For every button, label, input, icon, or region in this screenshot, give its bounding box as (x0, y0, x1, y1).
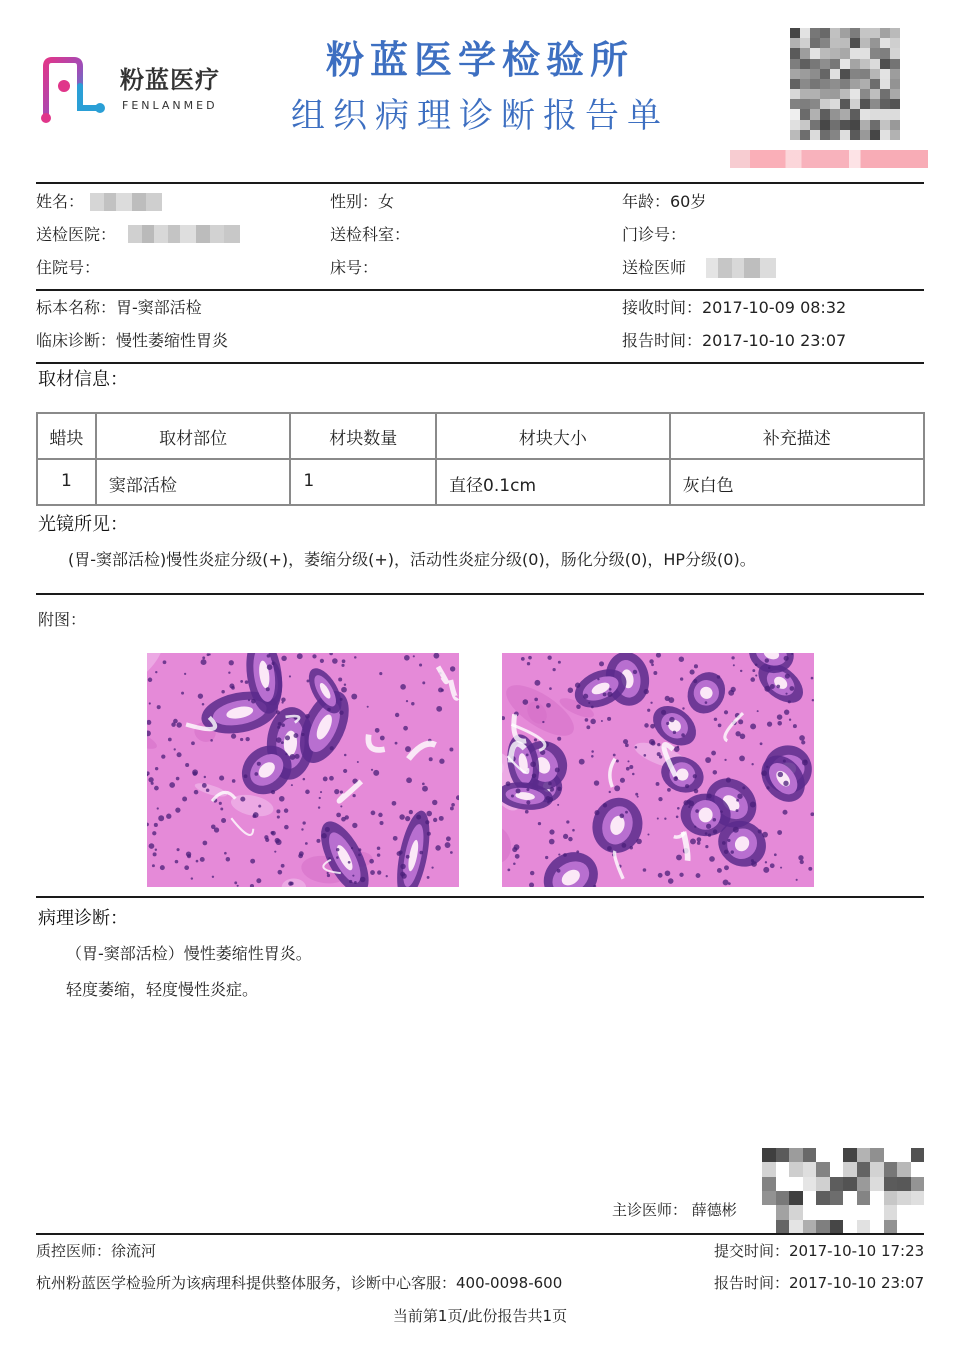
divider (36, 1233, 924, 1235)
gender-field: 性别：女 (330, 192, 395, 211)
signature-image (762, 1148, 924, 1234)
redacted-barcode (730, 150, 928, 168)
service-note: 杭州粉蓝医学检验所为该病理科提供整体服务，诊断中心客服：400-0098-600 (36, 1274, 563, 1292)
referring-doctor-label: 送检医师 (622, 258, 687, 277)
histology-image-1 (147, 653, 459, 887)
table-cell: 窦部活检 (96, 459, 291, 505)
department-field: 送检科室： (330, 225, 411, 244)
report-time: 报告时间：2017-10-10 23:07 (622, 331, 847, 350)
table-cell: 1 (290, 459, 436, 505)
table-cell: 灰白色 (670, 459, 924, 505)
table-cell: 直径0.1cm (436, 459, 670, 505)
microscopy-findings: (胃-窦部活检)慢性炎症分级(+)，萎缩分级(+)，活动性炎症分级(0)，肠化分级(0)，HP分级(0)。 (68, 550, 756, 569)
sampling-section-title: 取材信息： (38, 369, 128, 390)
qr-code-icon (790, 28, 900, 140)
table-header: 补充描述 (670, 413, 924, 459)
table-cell: 1 (37, 459, 96, 505)
divider (36, 593, 924, 595)
table-header: 取材部位 (96, 413, 291, 459)
table-header: 材块大小 (436, 413, 670, 459)
histology-image-2 (502, 653, 814, 887)
age-field: 年龄：60岁 (622, 192, 707, 211)
hospital-label: 送检医院： (36, 225, 117, 244)
report-title: 组织病理诊断报告单 (291, 96, 669, 136)
name-label: 姓名： (36, 192, 85, 211)
logo-english-name: FENLANMED (122, 99, 218, 112)
received-time: 接收时间：2017-10-09 08:32 (622, 298, 847, 317)
redacted-hospital (128, 225, 240, 243)
page-info: 当前第1页/此份报告共1页 (392, 1307, 568, 1325)
inpatient-number-field: 住院号： (36, 258, 101, 277)
submit-time: 提交时间：2017-10-10 17:23 (714, 1242, 925, 1260)
table-header: 材块数量 (290, 413, 436, 459)
table-header-row (37, 413, 924, 459)
microscopy-section-title: 光镜所见： (38, 514, 128, 535)
diagnosis-line-2: 轻度萎缩，轻度慢性炎症。 (66, 980, 259, 999)
divider (36, 182, 924, 184)
table-header: 蜡块 (37, 413, 96, 459)
redacted-name (90, 193, 162, 211)
clinical-diagnosis: 临床诊断：慢性萎缩性胃炎 (36, 331, 229, 350)
table-row (37, 459, 924, 505)
divider (36, 289, 924, 291)
sampling-table (36, 412, 925, 506)
divider (36, 362, 924, 364)
qc-doctor: 质控医师：徐流河 (36, 1242, 157, 1260)
clinic-number-field: 门诊号： (622, 225, 687, 244)
divider (36, 896, 924, 898)
redacted-doctor (706, 258, 776, 278)
footer-report-time: 报告时间：2017-10-10 23:07 (714, 1274, 925, 1292)
diagnosis-line-1: （胃-窦部活检）慢性萎缩性胃炎。 (66, 944, 312, 963)
specimen-name: 标本名称：胃-窦部活检 (36, 298, 202, 317)
logo-chinese-name: 粉蓝医疗 (120, 66, 220, 94)
bed-number-field: 床号： (330, 258, 379, 277)
chief-doctor: 主诊医师： 薛德彬 (612, 1201, 737, 1219)
figures-label: 附图： (38, 610, 87, 629)
lab-title: 粉蓝医学检验所 (325, 38, 634, 82)
diagnosis-section-title: 病理诊断： (38, 908, 128, 929)
